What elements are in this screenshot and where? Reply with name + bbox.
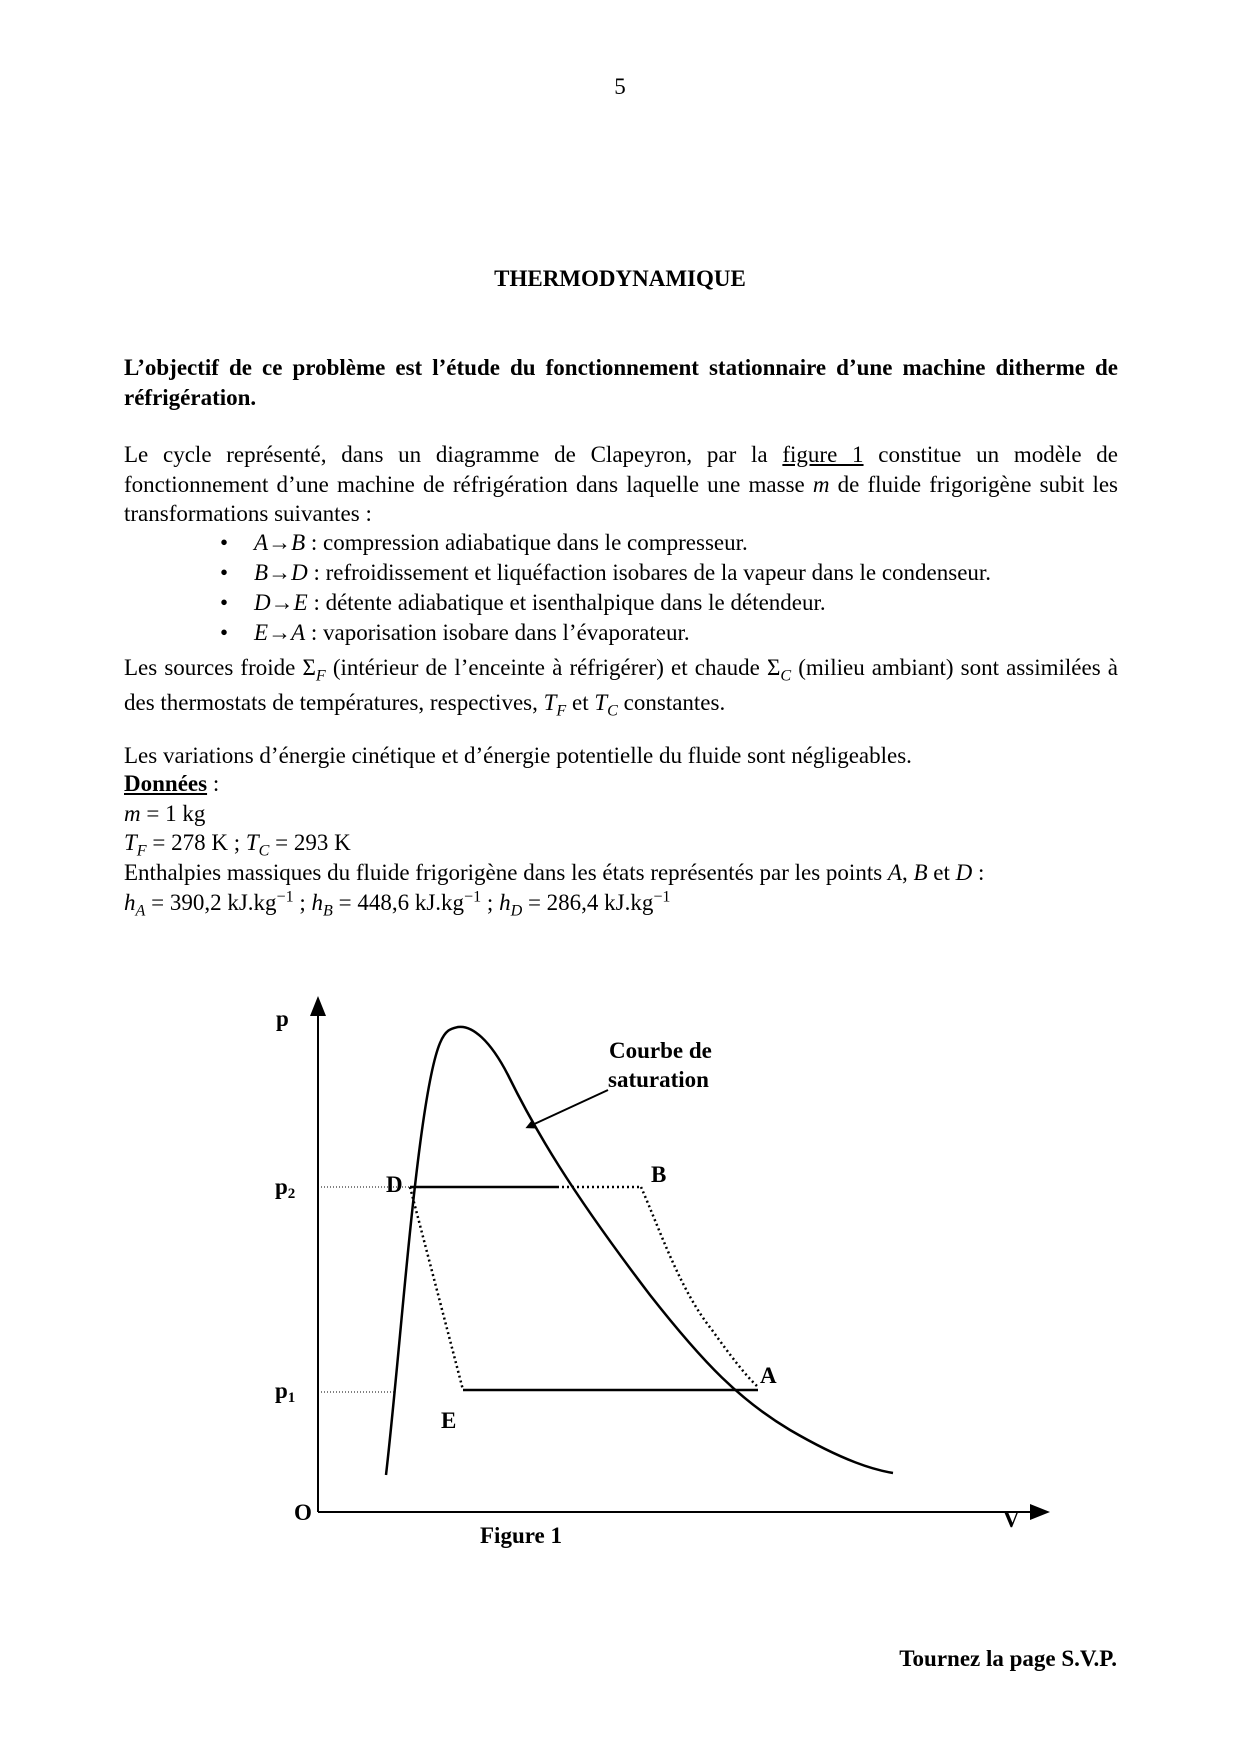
donnees-heading: Données : xyxy=(124,771,220,796)
sigma-symbol: Σ xyxy=(302,655,316,680)
sigma-symbol: Σ xyxy=(767,655,781,680)
curve-label-line-2: saturation xyxy=(608,1067,709,1092)
sources-paragraph: Les sources froide $\Sigma_F$ (intérieur de l’enceinte à réfrigérer) et chaude $\Sigma_C$ (milieu ambiant) sont assimilées à des thermostats de températures, respectives, $T_F$ et $T_C$ constantes. xyxy=(124,655,1118,720)
origin-label: O xyxy=(294,1500,312,1525)
enthalpy-intro: Enthalpies massiques du fluide frigorigène dans les états représentés par les points A, B et D : xyxy=(124,859,985,885)
intro-text-2: constitue un modèle de fonctionnement d’une machine de réfrigération dans laquelle une masse xyxy=(124,442,1118,497)
transformation-item: • D→E : détente adiabatique et isenthalpique dans le détendeur. xyxy=(192,588,991,618)
page-number: 5 xyxy=(614,74,626,99)
intro-text-1: Le cycle représenté, dans un diagramme de Clapeyron, par la xyxy=(124,442,783,467)
v-axis-arrow-icon xyxy=(1030,1504,1050,1520)
section-title: THERMODYNAMIQUE xyxy=(494,266,746,291)
enthalpy-values: $h_A = 390,2$ $kJ.kg^{-1}$ ; $h_B = 448,6$ $kJ.kg^{-1}$ ; $h_D = 286,4$ $kJ.kg^{-1}$ xyxy=(124,888,671,920)
point-label-e: E xyxy=(441,1408,457,1433)
axis-label-v: V xyxy=(1003,1507,1020,1532)
p-axis-arrow-icon xyxy=(310,996,326,1016)
compression-path xyxy=(641,1187,758,1387)
axis-label-p: p xyxy=(276,1006,289,1031)
figure-caption: Figure 1 xyxy=(480,1523,562,1548)
saturation-curve xyxy=(386,1027,893,1475)
point-label-d: D xyxy=(386,1172,403,1197)
transformation-item: • E→A : vaporisation isobare dans l’évaporateur. xyxy=(192,618,991,648)
footer-text: Tournez la page S.V.P. xyxy=(899,1646,1117,1671)
saturation-pointer-arrow xyxy=(530,1090,608,1126)
transformation-item: • A→B : compression adiabatique dans le compresseur. xyxy=(192,528,991,558)
objective-paragraph: L’objectif de ce problème est l’étude du fonctionnement stationnaire d’une machine ditherme de réfrigération. xyxy=(124,355,1118,410)
expansion-path xyxy=(410,1187,463,1390)
transformation-item: • B→D : refroidissement et liquéfaction isobares de la vapeur dans le condenseur. xyxy=(192,558,991,588)
intro-text-3: de fluide frigorigène subit les transformations suivantes : xyxy=(124,471,1118,526)
point-label-a: A xyxy=(760,1363,777,1388)
p1-label: p1 xyxy=(275,1378,296,1406)
point-label-b: B xyxy=(651,1162,667,1187)
p2-label: p2 xyxy=(275,1174,296,1202)
mass-value: m = 1 kg xyxy=(124,800,206,826)
figure-reference-link[interactable]: figure 1 xyxy=(782,442,864,467)
curve-label-line-1: Courbe de xyxy=(609,1038,712,1063)
variations-paragraph: Les variations d’énergie cinétique et d’énergie potentielle du fluide sont négligeables. xyxy=(124,743,912,768)
mass-symbol: m xyxy=(812,471,830,497)
temperature-values: $T_F = 278$ K ; $T_C = 293$ K xyxy=(124,830,351,860)
